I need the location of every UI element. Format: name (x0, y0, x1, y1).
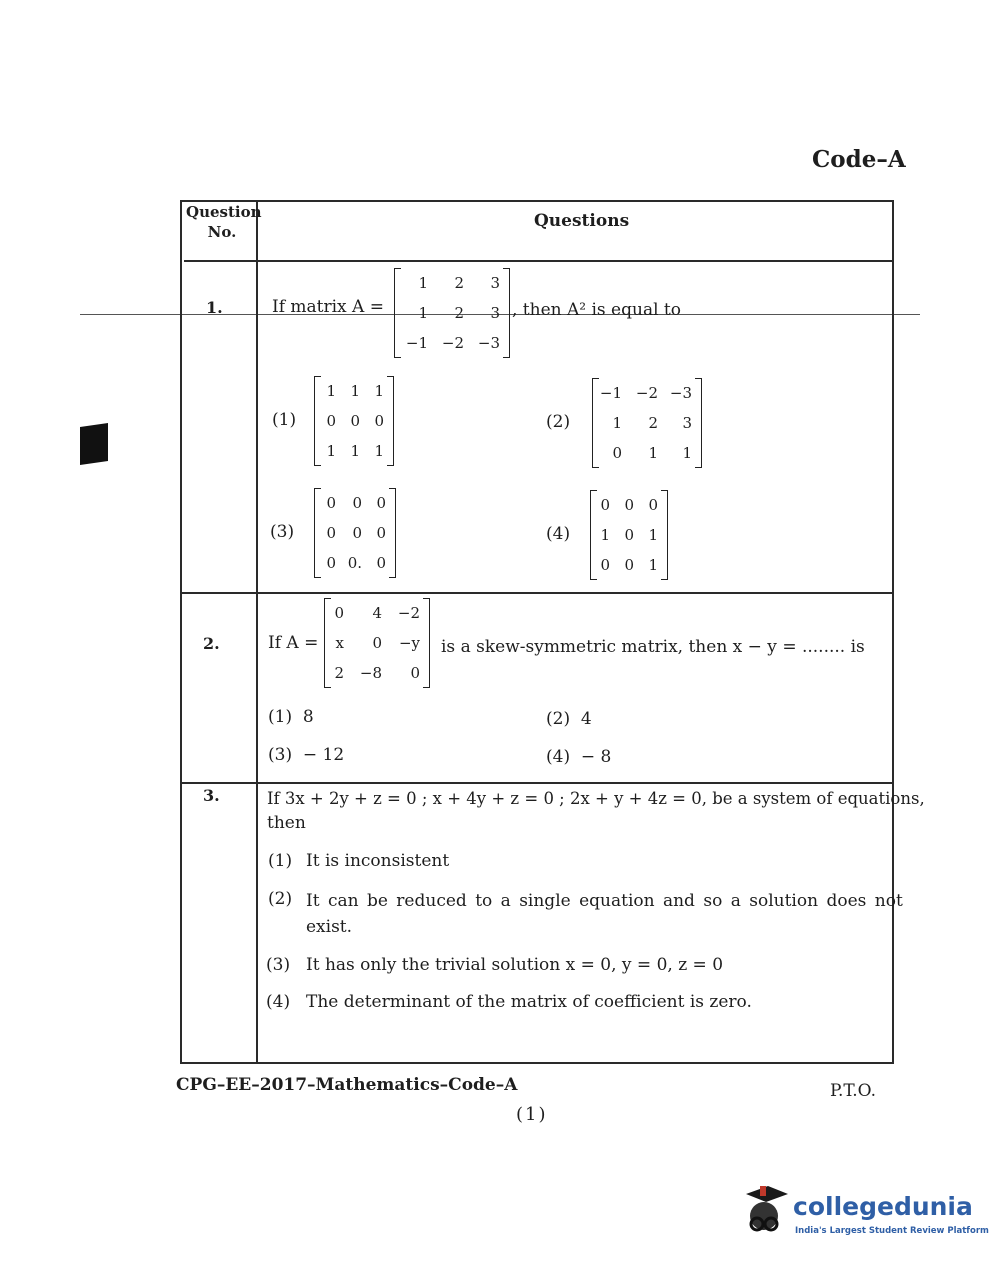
question-stem-cont: then (267, 813, 306, 833)
question-stem: If 3x + 2y + z = 0 ; x + 4y + z = 0 ; 2x + y + 4z = 0, be a system of equations, (267, 789, 925, 808)
question-table (180, 200, 894, 1064)
brand-name: collegedunia (793, 1192, 973, 1221)
question-stem: If matrix A = (272, 297, 384, 317)
option-item: (2) 4 (546, 709, 592, 729)
option-item: (4) − 8 (546, 747, 612, 767)
option-label: (1) (268, 851, 293, 871)
paper-code-label: Code–A (812, 146, 906, 173)
scan-black-mark (80, 423, 108, 465)
option-matrix: −1 −2 −3 1 2 3 0 1 1 (596, 378, 698, 468)
option-item: (3) − 12 (268, 745, 345, 765)
question-number: 1. (206, 298, 223, 317)
option-matrix: 0 0 0 0 0 0 0 0. 0 (318, 488, 392, 578)
option-text: It has only the trivial solution x = 0, y = 0, z = 0 (306, 955, 724, 975)
table-row-rule (180, 782, 894, 784)
option-item: (1) 8 (268, 707, 314, 727)
footer-pto: P.T.O. (830, 1081, 876, 1101)
option-label: (3) (266, 955, 291, 975)
question-stem-end: , then A² is equal to (512, 300, 681, 320)
header-question-no: Question No. (186, 203, 262, 241)
question-number: 3. (203, 786, 220, 805)
option-label: (1) (272, 410, 297, 430)
brand-tagline: India's Largest Student Review Platform (795, 1226, 989, 1236)
question-number: 2. (203, 634, 220, 653)
option-label: (2) (546, 412, 571, 432)
option-text: It is inconsistent (306, 851, 450, 871)
option-text-cont: exist. (306, 917, 353, 937)
option-label: (4) (546, 524, 571, 544)
option-text: The determinant of the matrix of coefficient is zero. (306, 992, 752, 1012)
table-row-rule (180, 592, 894, 594)
table-header-rule (184, 260, 894, 262)
matrix-a: 1 2 3 1 2 3 −1 −2 −3 (398, 268, 506, 358)
option-text: It can be reduced to a single equation and so a solution does not (306, 891, 903, 911)
question-stem-end: is a skew-symmetric matrix, then x − y = ........ is (441, 637, 865, 657)
option-matrix: 1 1 1 0 0 0 1 1 1 (318, 376, 390, 466)
table-column-divider (256, 200, 258, 1064)
option-label: (2) (268, 889, 293, 909)
option-label: (3) (270, 522, 295, 542)
collegedunia-mascot-icon (738, 1182, 792, 1240)
option-label: (4) (266, 992, 291, 1012)
question-stem: If A = (268, 633, 319, 653)
page-number: (1) (516, 1104, 548, 1125)
option-matrix: 0 0 0 1 0 1 0 0 1 (594, 490, 664, 580)
header-questions: Questions (534, 211, 630, 231)
footer-paper-code: CPG–EE–2017–Mathematics–Code–A (176, 1075, 518, 1095)
matrix-a-skew: 0 4 −2 x 0 −y 2 −8 0 (328, 598, 426, 688)
